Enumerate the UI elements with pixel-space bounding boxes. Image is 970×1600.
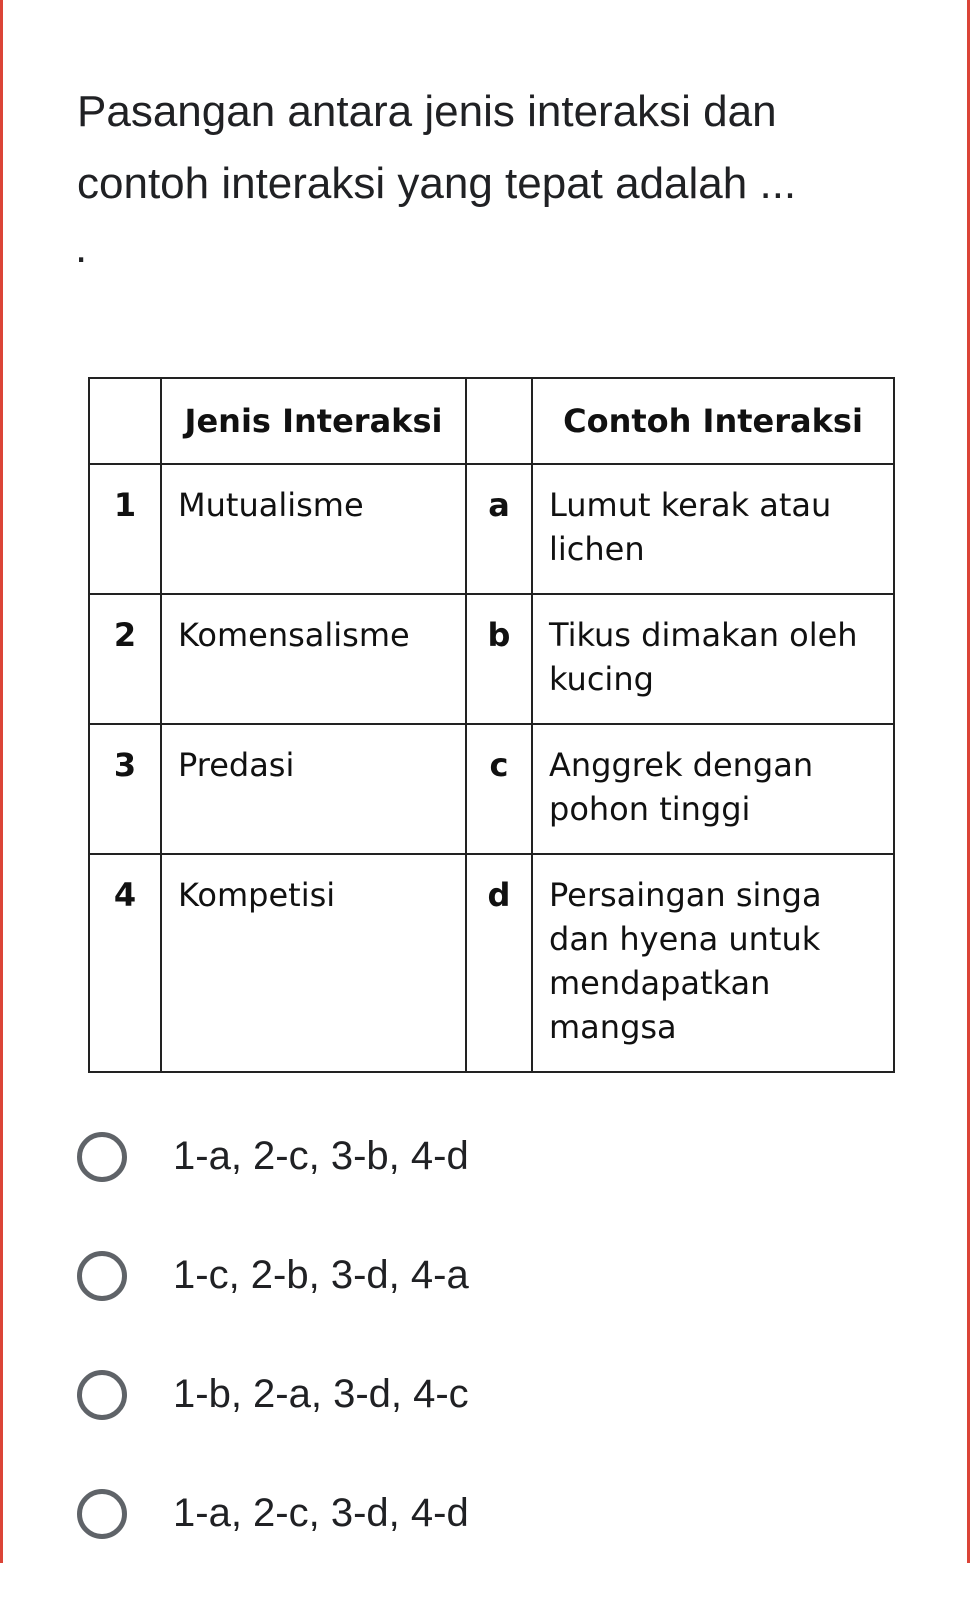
answer-option-1[interactable] <box>77 1124 877 1243</box>
answer-option-3[interactable] <box>77 1362 877 1481</box>
radio-button-icon[interactable] <box>77 1370 127 1420</box>
table-header-cell <box>466 378 532 464</box>
table-cell-letter: c <box>466 724 532 854</box>
table-cell-example: Persaingan singa dan hyena untuk mendapatkan mangsa <box>532 854 894 1072</box>
answer-option-label[interactable]: 1-b, 2-a, 3-d, 4-c <box>173 1372 469 1416</box>
table-cell-example: Anggrek dengan pohon tinggi <box>532 724 894 854</box>
interaction-table <box>88 377 895 1073</box>
table-header-cell <box>89 378 161 464</box>
answer-options <box>77 1124 877 1600</box>
table-header-cell: Contoh Interaksi <box>532 378 894 464</box>
question-table-image <box>88 377 893 1073</box>
table-header-row <box>89 378 894 464</box>
table-header-cell: Jenis Interaksi <box>161 378 466 464</box>
table-row <box>89 854 894 1072</box>
radio-button-icon[interactable] <box>77 1251 127 1301</box>
table-cell-type: Mutualisme <box>161 464 466 594</box>
answer-option-label[interactable]: 1-a, 2-c, 3-b, 4-d <box>173 1134 469 1178</box>
table-cell-number: 2 <box>89 594 161 724</box>
question-text: Pasangan antara jenis interaksi dan contoh interaksi yang tepat adalah ... <box>77 87 797 208</box>
answer-option-4[interactable] <box>77 1481 877 1600</box>
answer-option-label[interactable]: 1-c, 2-b, 3-d, 4-a <box>173 1253 469 1297</box>
answer-option-label[interactable]: 1-a, 2-c, 3-d, 4-d <box>173 1491 469 1535</box>
table-cell-letter: b <box>466 594 532 724</box>
table-cell-letter: d <box>466 854 532 1072</box>
table-cell-example: Lumut kerak atau lichen <box>532 464 894 594</box>
table-cell-number: 1 <box>89 464 161 594</box>
table-cell-type: Predasi <box>161 724 466 854</box>
radio-button-icon[interactable] <box>77 1132 127 1182</box>
table-cell-letter: a <box>466 464 532 594</box>
table-cell-number: 3 <box>89 724 161 854</box>
table-row <box>89 594 894 724</box>
table-cell-type: Komensalisme <box>161 594 466 724</box>
table-cell-example: Tikus dimakan oleh kucing <box>532 594 894 724</box>
answer-option-2[interactable] <box>77 1243 877 1362</box>
table-cell-number: 4 <box>89 854 161 1072</box>
question-trailing-mark: . <box>75 223 88 272</box>
table-row <box>89 464 894 594</box>
radio-button-icon[interactable] <box>77 1489 127 1539</box>
table-row <box>89 724 894 854</box>
table-cell-type: Kompetisi <box>161 854 466 1072</box>
